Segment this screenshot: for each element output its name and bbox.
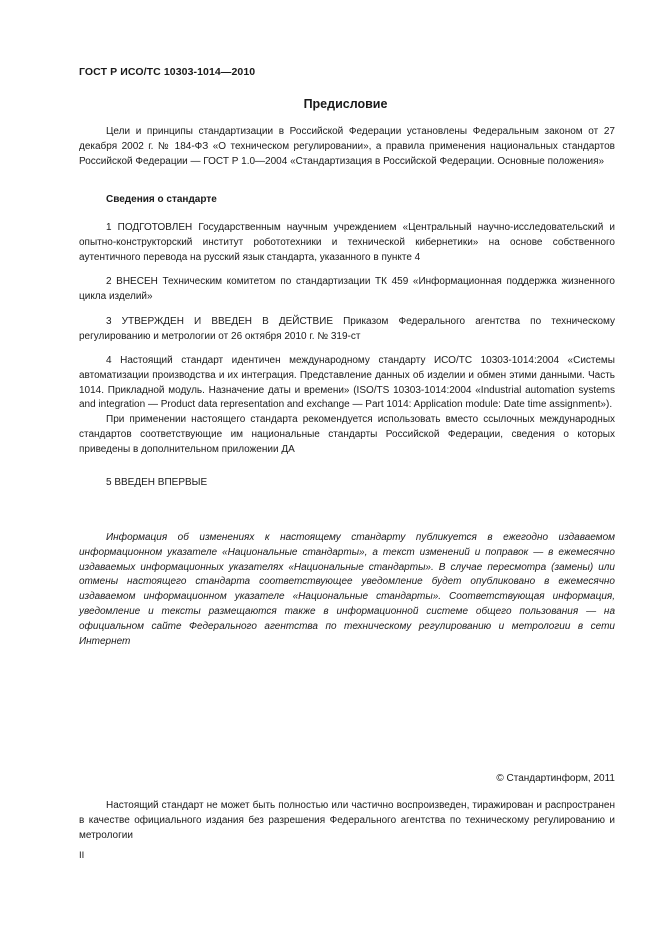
item-5-block xyxy=(79,476,615,491)
rights-paragraph: Настоящий стандарт не может быть полностью или частично воспроизведен, тиражирован и распространен в качестве официального издания без разрешения Федерального агентства по техническому регулированию и метрологии xyxy=(79,800,615,841)
item-4-paragraph: 4 Настоящий стандарт идентичен международному стандарту ИСО/ТС 10303-1014:2004 «Системы автоматизации производства и их интеграция. Представление данных об изделии и обмен этими данными. Часть 1014. Прикладной модуль. Назначение даты и времени» (ISO/TS 10303-1014:2004 «Industrial automation systems and integration — Product data representation and exchange — Part 1014: Application module: Date time assignment»). xyxy=(79,355,615,411)
notice-block xyxy=(79,531,615,649)
document-header: ГОСТ Р ИСО/ТС 10303-1014—2010 xyxy=(79,66,256,78)
item-3-paragraph: 3 УТВЕРЖДЕН И ВВЕДЕН В ДЕЙСТВИЕ Приказом Федерального агентства по техническому регулированию и метрологии от 26 октября 2010 г. № 319-ст xyxy=(79,316,615,342)
page-number: II xyxy=(79,850,85,861)
intro-block xyxy=(79,125,615,169)
item-1-paragraph: 1 ПОДГОТОВЛЕН Государственным научным учреждением «Центральный научно-исследовательский и опытно-конструкторский институт робототехники и технической кибернетики» на основе собственного аутентичного перевода на русский язык стандарта, указанного в пункте 4 xyxy=(79,222,615,263)
item-4-note-paragraph: При применении настоящего стандарта рекомендуется использовать вместо ссылочных международных стандартов соответствующие им национальные стандарты Российской Федерации, сведения о которых приведены в дополнительном приложении ДА xyxy=(79,414,615,455)
item-3-block xyxy=(79,315,615,345)
intro-paragraph: Цели и принципы стандартизации в Российской Федерации установлены Федеральным законом от 27 декабря 2002 г. № 184-ФЗ «О техническом регулировании», а правила применения национальных стандартов Российской Федерации — ГОСТ Р 1.0—2004 «Стандартизация в Российской Федерации. Основные положения» xyxy=(79,126,615,167)
notice-paragraph: Информация об изменениях к настоящему стандарту публикуется в ежегодно издаваемом информационном указателе «Национальные стандарты», а текст изменений и поправок — в ежемесячно издаваемых информационных указателях «Национальные стандарты». В случае пересмотра (замены) или отмены настоящего стандарта соответствующее уведомление будет опубликовано в ежемесячно издаваемом информационном указателе «Национальные стандарты». Соответствующая информация, уведомление и тексты размещаются также в информационной системе общего пользования — на официальном сайте Федерального агентства по техническому регулированию и метрологии в сети Интернет xyxy=(79,532,615,647)
item-4-block xyxy=(79,354,615,458)
section-title: Предисловие xyxy=(303,97,388,111)
subsection-heading: Сведения о стандарте xyxy=(106,194,217,205)
item-1-block xyxy=(79,221,615,265)
item-2-block xyxy=(79,275,615,305)
item-5-paragraph: 5 ВВЕДЕН ВПЕРВЫЕ xyxy=(106,477,208,488)
copyright-line: © Стандартинформ, 2011 xyxy=(496,773,615,784)
item-2-paragraph: 2 ВНЕСЕН Техническим комитетом по стандартизации ТК 459 «Информационная поддержка жизненного цикла изделий» xyxy=(79,276,615,302)
rights-block xyxy=(79,799,615,843)
